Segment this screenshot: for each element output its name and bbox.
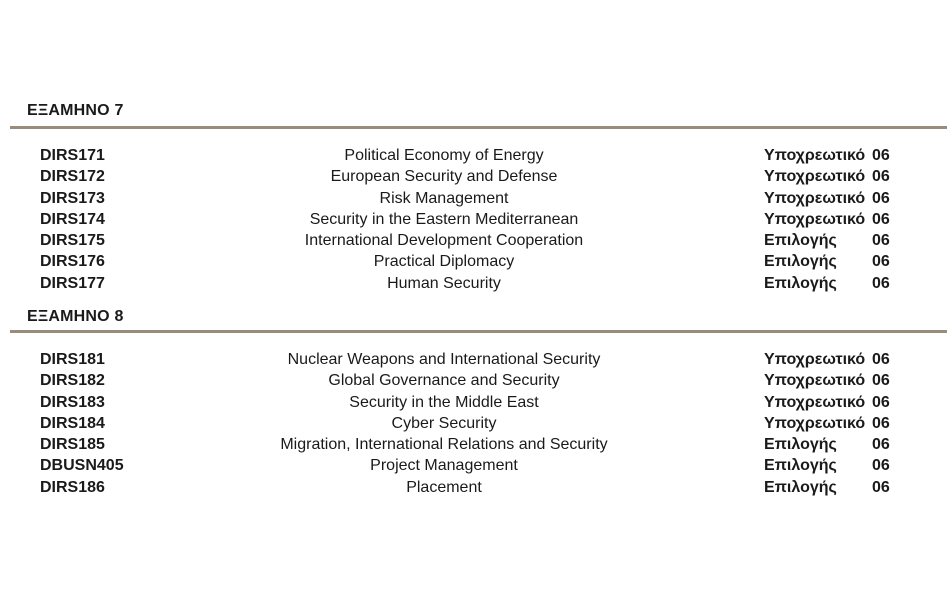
semester-divider: [10, 126, 947, 129]
course-row: [0, 392, 950, 413]
course-row: [0, 434, 950, 455]
course-title: Political Economy of Energy: [344, 147, 544, 164]
course-title: Global Governance and Security: [328, 372, 560, 390]
course-type: Επιλογής: [764, 253, 837, 271]
course-title: European Security and Defense: [330, 168, 558, 186]
course-type: Υποχρεωτικό: [764, 210, 866, 228]
course-ects: 06: [872, 168, 890, 186]
course-title: Migration, International Relations and Security: [280, 436, 608, 454]
course-ects: 06: [872, 436, 890, 454]
course-code: DIRS182: [40, 372, 105, 390]
course-row: [0, 188, 950, 209]
course-title: International Development Cooperation: [304, 232, 584, 250]
course-ects: 06: [872, 414, 890, 432]
course-type: Επιλογής: [764, 436, 837, 454]
course-ects: 06: [872, 232, 890, 250]
course-code: DIRS184: [40, 414, 105, 432]
course-row: [0, 230, 950, 251]
course-ects: 06: [872, 351, 890, 368]
course-type: Επιλογής: [764, 478, 837, 496]
course-code: DIRS172: [40, 168, 105, 186]
course-title: Practical Diplomacy: [373, 253, 515, 271]
course-ects: 06: [872, 253, 890, 271]
course-title: Cyber Security: [391, 414, 497, 432]
course-type: Υποχρεωτικό: [764, 147, 866, 164]
course-title: Project Management: [370, 457, 518, 475]
course-type: Υποχρεωτικό: [764, 189, 866, 207]
course-list: [0, 145, 950, 294]
course-row: [0, 145, 950, 166]
course-ects: 06: [872, 478, 890, 496]
course-type: Υποχρεωτικό: [764, 414, 866, 432]
course-code: DIRS183: [40, 393, 105, 411]
course-row: [0, 251, 950, 272]
course-row: [0, 455, 950, 476]
course-ects: 06: [872, 189, 890, 207]
course-ects: 06: [872, 274, 890, 292]
course-row: [0, 209, 950, 230]
course-row: [0, 273, 950, 294]
course-code: DBUSN405: [40, 457, 124, 475]
course-type: Υποχρεωτικό: [764, 372, 866, 390]
course-type: Υποχρεωτικό: [764, 393, 866, 411]
course-ects: 06: [872, 457, 890, 475]
course-ects: 06: [872, 210, 890, 228]
course-row: [0, 349, 950, 370]
course-ects: 06: [872, 393, 890, 411]
course-title: Nuclear Weapons and International Security: [287, 351, 601, 368]
course-code: DIRS173: [40, 189, 105, 207]
course-type: Επιλογής: [764, 457, 837, 475]
course-title: Placement: [406, 478, 482, 496]
course-code: DIRS177: [40, 274, 105, 292]
course-type: Επιλογής: [764, 274, 837, 292]
course-type: Υποχρεωτικό: [764, 351, 866, 368]
course-code: DIRS181: [40, 351, 105, 368]
course-title: Risk Management: [379, 189, 509, 207]
course-code: DIRS171: [40, 147, 105, 164]
course-title: Security in the Middle East: [349, 393, 539, 411]
course-type: Υποχρεωτικό: [764, 168, 866, 186]
semester-title: ΕΞΑΜΗΝΟ 7: [27, 102, 124, 119]
semester-title: ΕΞΑΜΗΝΟ 8: [27, 308, 124, 325]
course-ects: 06: [872, 147, 890, 164]
course-row: [0, 413, 950, 434]
course-title: Human Security: [387, 274, 501, 292]
course-code: DIRS175: [40, 232, 105, 250]
course-code: DIRS174: [40, 210, 105, 228]
course-code: DIRS176: [40, 253, 105, 271]
course-ects: 06: [872, 372, 890, 390]
course-row: [0, 477, 950, 498]
course-row: [0, 166, 950, 187]
course-type: Επιλογής: [764, 232, 837, 250]
course-code: DIRS185: [40, 436, 105, 454]
semester-divider: [10, 330, 947, 333]
course-code: DIRS186: [40, 478, 105, 496]
course-title: Security in the Eastern Mediterranean: [309, 210, 579, 228]
course-row: [0, 370, 950, 391]
course-list: [0, 349, 950, 498]
